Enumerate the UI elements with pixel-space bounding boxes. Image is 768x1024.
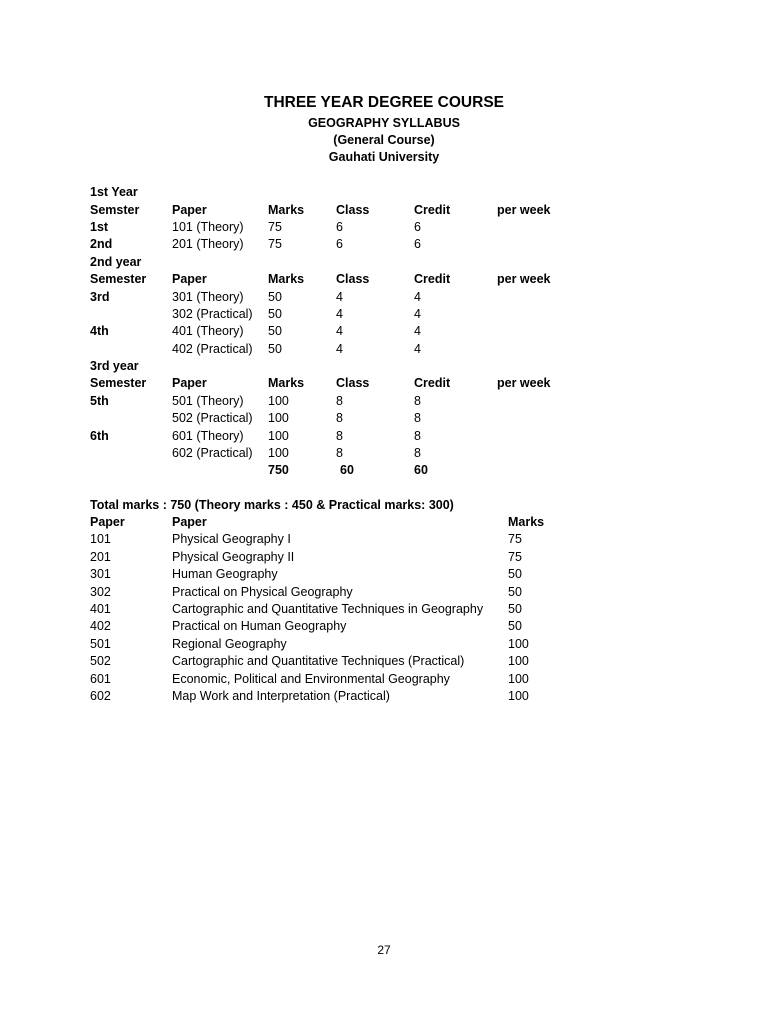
table-row: 2nd 201 (Theory) 75 6 6	[90, 237, 421, 251]
year-label: 3rd year	[90, 359, 139, 373]
table-header-row: Semester Paper Marks Class Credit per week	[90, 376, 551, 390]
course-type: (General Course)	[333, 133, 435, 147]
table-row: 302 (Practical) 50 4 4	[172, 307, 421, 321]
table-header-row: Semster Paper Marks Class Credit per week	[90, 203, 551, 217]
table-row: 6th 601 (Theory) 100 8 8	[90, 429, 421, 443]
paper-row: 402 Practical on Human Geography 50	[90, 619, 522, 633]
totals-row: 750 60 60	[268, 463, 428, 477]
paper-row: 201 Physical Geography II 75	[90, 550, 522, 564]
document-title: THREE YEAR DEGREE COURSE	[263, 94, 504, 111]
paper-row: 602 Map Work and Interpretation (Practical) 100	[90, 689, 529, 703]
table-row: 502 (Practical) 100 8 8	[172, 411, 421, 425]
table-row: 1st 101 (Theory) 75 6 6	[90, 220, 421, 234]
table-row: 4th 401 (Theory) 50 4 4	[90, 324, 421, 338]
table-row: 3rd 301 (Theory) 50 4 4	[90, 290, 421, 304]
table-row: 602 (Practical) 100 8 8	[172, 446, 421, 460]
table-row: 5th 501 (Theory) 100 8 8	[90, 394, 421, 408]
paper-row: 302 Practical on Physical Geography 50	[90, 585, 522, 599]
paper-row: 101 Physical Geography I 75	[90, 532, 522, 546]
paper-row: 301 Human Geography 50	[90, 567, 522, 581]
year-label: 2nd year	[90, 255, 142, 269]
paper-row: 501 Regional Geography 100	[90, 637, 529, 651]
table-row: 402 (Practical) 50 4 4	[172, 342, 421, 356]
syllabus-subtitle: GEOGRAPHY SYLLABUS	[308, 116, 460, 130]
page-number: 27	[377, 943, 391, 957]
paper-row: 401 Cartographic and Quantitative Techniques in Geography 50	[90, 602, 522, 616]
year-label: 1st Year	[90, 185, 138, 199]
university-name: Gauhati University	[328, 150, 440, 164]
table-header-row: Semester Paper Marks Class Credit per week	[90, 272, 551, 286]
paper-row: 502 Cartographic and Quantitative Techniques (Practical) 100	[90, 654, 529, 668]
paper-row: 601 Economic, Political and Environmental Geography 100	[90, 672, 529, 686]
papers-header-row: Paper Paper Marks	[90, 515, 545, 529]
total-marks-summary: Total marks : 750 (Theory marks : 450 & Practical marks: 300)	[90, 498, 454, 512]
